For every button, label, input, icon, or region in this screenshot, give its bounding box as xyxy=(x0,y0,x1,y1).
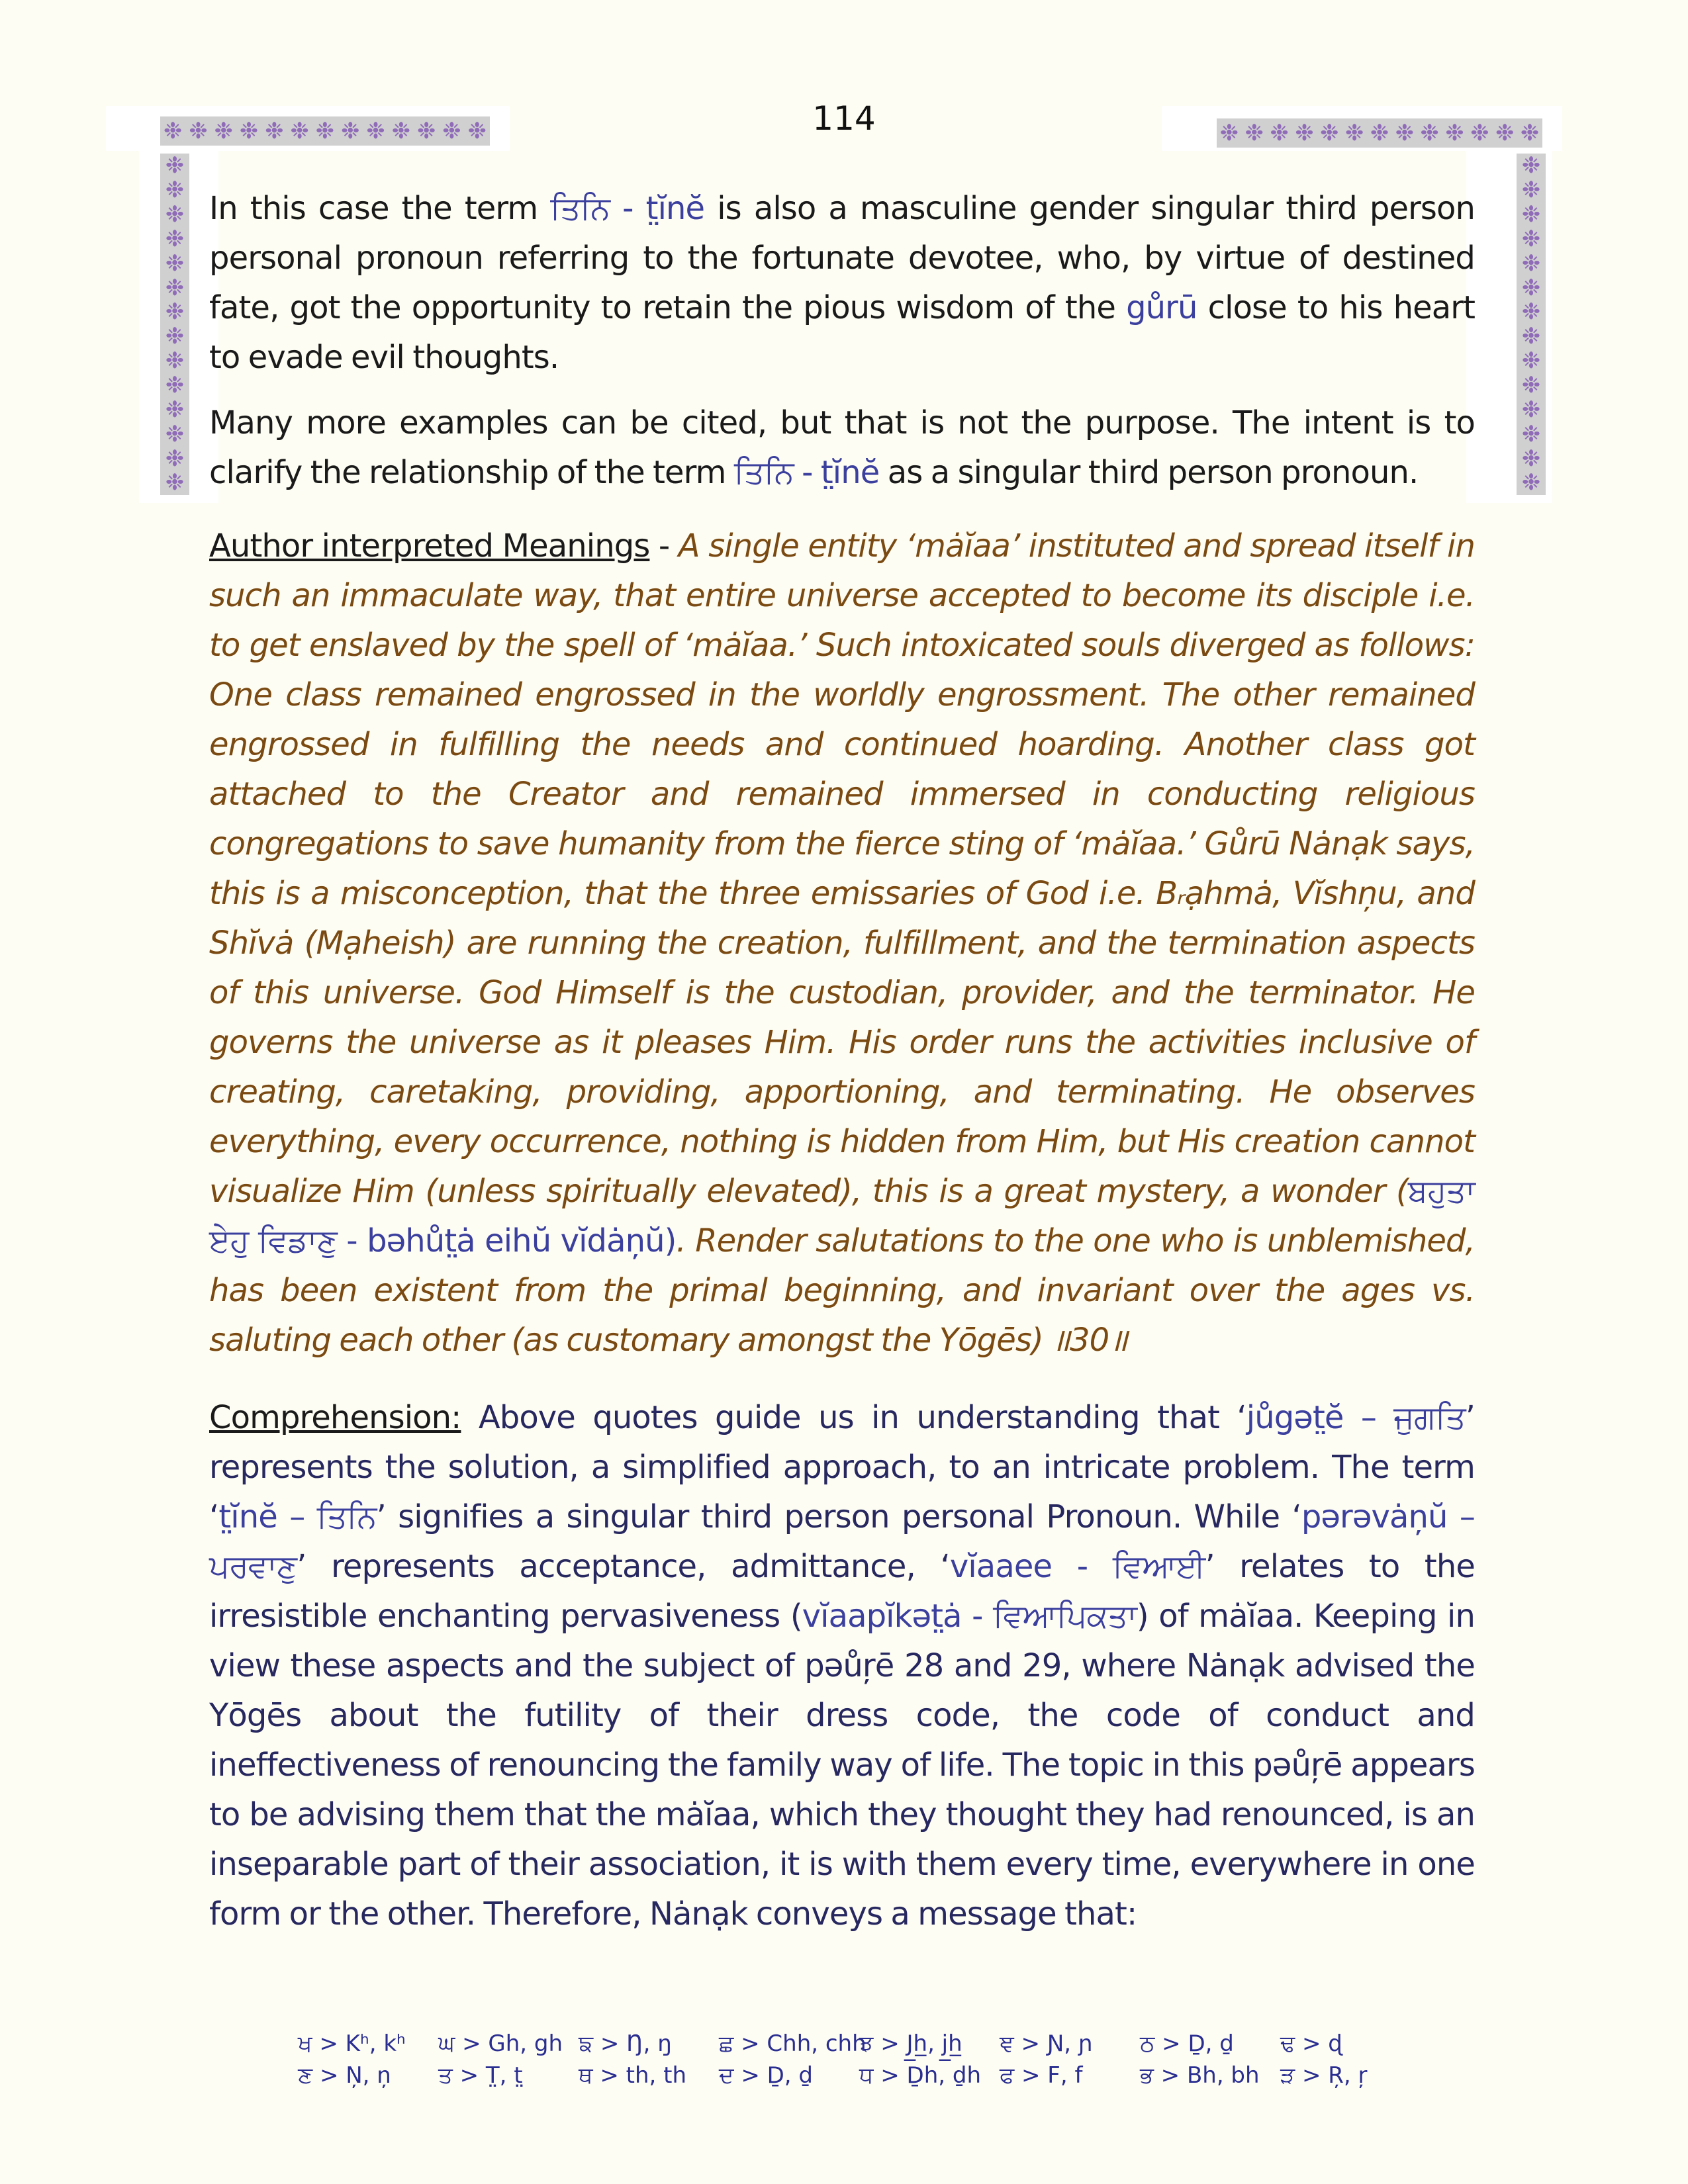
meanings-text: A single entity ‘mȧĭaa’ instituted and spread itself in such an immaculate way, that entire universe accepted to become its disciple i.e. to get enslaved by the spell of ‘mȧĭaa.’ Such intoxicated souls diverged as follows: One class remained engrossed in the worldly engrossment. The other remained engrossed in fulfilling the needs and continued hoarding. Another class got attached to the Creator and remained immersed in conducting religious congregations to save humanity from the fierce sting of ‘mȧĭaa.’ Gůrū Nȧnạk says, this is a misconception, that the three emissaries of God i.e. Bᵣạhmȧ, Vĭshņu, and Shĭvȧ (Mạheish) are running the creation, fulfillment, and the termination aspects of this universe. God Himself is the custodian, provider, and the terminator. He governs the universe as it pleases Him. His order runs the activities inclusive of creating, caretaking, providing, apportioning, and terminating. He observes everything, every occurrence, nothing is hidden from Him, but His creation cannot visualize Him (unless spiritually elevated), this is a great mystery, a wonder ( xyxy=(209,527,1475,1210)
ornament-icon: ❉ xyxy=(163,118,183,144)
ornament-icon: ❉ xyxy=(391,118,411,144)
ornament-icon: ❉ xyxy=(1445,120,1464,146)
legend-entry: ਤ > T̤, t̤ xyxy=(438,2062,523,2089)
ornament-bar-top-right xyxy=(1217,118,1542,148)
ornament-icon: ❉ xyxy=(165,225,185,252)
ornament-bar-left xyxy=(160,154,189,495)
ornament-icon: ❉ xyxy=(1370,120,1389,146)
legend-entry: ਧ > Ḏh, ḏh xyxy=(859,2062,981,2089)
ornament-icon: ❉ xyxy=(239,118,259,144)
text: ’ relates to the irresistible enchanting pervasiveness ( xyxy=(209,1548,1475,1635)
gurmukhi-phrase: ਬਹੁਤਾ ਏਹੁ ਵਿਡਾਣੁ - xyxy=(209,1173,1475,1259)
ornament-icon: ❉ xyxy=(1270,120,1289,146)
transliteration: t̤ĭnĕ xyxy=(645,190,705,227)
transliteration: vĭaaee xyxy=(949,1548,1053,1585)
ornament-icon: ❉ xyxy=(165,420,185,447)
gurmukhi-term: ਤਿਨਿ - xyxy=(733,454,821,491)
comprehension-section xyxy=(209,1393,1475,1939)
meanings-paragraph xyxy=(209,522,1475,1365)
text: ’ represents acceptance, admittance, ‘ xyxy=(297,1548,950,1585)
gurmukhi-term: - ਵਿਆਈ xyxy=(1052,1548,1205,1585)
ornament-icon: ❉ xyxy=(1521,154,1541,179)
legend-entry: ਫ > F, f xyxy=(1000,2062,1083,2089)
ornament-icon: ❉ xyxy=(416,118,436,144)
legend-entry: ਢ > ɖ xyxy=(1280,2030,1342,2057)
ornament-icon: ❉ xyxy=(1219,120,1239,146)
ornament-icon: ❉ xyxy=(1521,225,1541,252)
ornament-icon: ❉ xyxy=(165,298,185,326)
meanings-heading: Author interpreted Meanings xyxy=(209,527,650,565)
transliteration: vĭaapĭkət̤ȧ xyxy=(802,1598,962,1635)
legend-row xyxy=(298,2062,1423,2089)
ornament-icon: ❉ xyxy=(1470,120,1489,146)
ornament-icon: ❉ xyxy=(165,347,185,375)
ornament-icon: ❉ xyxy=(1244,120,1264,146)
ornament-icon: ❉ xyxy=(1295,120,1314,146)
legend-entry: ਥ > th, th xyxy=(579,2062,687,2089)
ornament-icon: ❉ xyxy=(165,250,185,277)
ornament-icon: ❉ xyxy=(1521,323,1541,350)
legend-entry: ਭ > Bh, bh xyxy=(1140,2062,1260,2089)
ornament-icon: ❉ xyxy=(165,274,185,301)
gurmukhi-term: – ਜੁਗਤਿ xyxy=(1343,1399,1466,1436)
ornament-bar-top-left xyxy=(160,116,490,146)
ornament-icon: ❉ xyxy=(189,118,208,144)
legend-entry: ਞ > Ɲ, ɲ xyxy=(1000,2030,1093,2057)
text: is also a masculine gender singular third person personal pronoun referring to the fortunate devotee, who, by virtue of destined fate, got the opportunity to retain the pious wisdom of the xyxy=(209,190,1476,326)
legend-entry: ਘ > Gh, gh xyxy=(438,2030,563,2057)
ornament-icon: ❉ xyxy=(165,323,185,350)
ornament-icon: ❉ xyxy=(165,177,185,204)
ornament-icon: ❉ xyxy=(340,118,360,144)
text: ’ represents the solution, a simplified approach, to an intricate problem. The term ‘ xyxy=(209,1399,1476,1535)
legend-entry: ੜ > Ŗ, ŗ xyxy=(1280,2062,1368,2089)
ornament-icon: ❉ xyxy=(165,372,185,399)
ornament-icon: ❉ xyxy=(1521,177,1541,204)
page-number: 114 xyxy=(812,99,876,138)
legend-entry: ਦ > Ḏ, ḏ xyxy=(719,2062,813,2089)
legend-entry: ਠ > Ḏ, ḏ xyxy=(1140,2030,1234,2057)
transliteration-legend xyxy=(298,2030,1423,2089)
ornament-icon: ❉ xyxy=(165,201,185,228)
ornament-icon: ❉ xyxy=(1395,120,1415,146)
text: In this case the term xyxy=(209,190,551,227)
ornament-icon: ❉ xyxy=(366,118,385,144)
legend-entry: ਝ > J̲h̲, j̲h̲ xyxy=(859,2030,962,2057)
gurmukhi-term: – ਪਰਵਾਣੁ xyxy=(209,1498,1475,1585)
ornament-icon: ❉ xyxy=(290,118,309,144)
text: as a singular third person pronoun. xyxy=(879,454,1419,491)
separator: - xyxy=(649,527,679,565)
ornament-icon: ❉ xyxy=(1521,347,1541,375)
ornament-icon: ❉ xyxy=(1320,120,1339,146)
ornament-icon: ❉ xyxy=(1521,274,1541,301)
meanings-section xyxy=(209,522,1475,1365)
legend-entry: ਖ > Kʰ, kʰ xyxy=(298,2030,406,2057)
ornament-icon: ❉ xyxy=(1521,250,1541,277)
comprehension-heading: Comprehension: xyxy=(209,1399,461,1436)
ornament-icon: ❉ xyxy=(165,396,185,423)
ornament-icon: ❉ xyxy=(1495,120,1515,146)
ornament-icon: ❉ xyxy=(1521,396,1541,423)
ornament-icon: ❉ xyxy=(1521,372,1541,399)
ornament-icon: ❉ xyxy=(1344,120,1364,146)
ornament-icon: ❉ xyxy=(265,118,284,144)
transliteration: bəhůt̤ȧ eihŭ vĭdȧņŭ) xyxy=(367,1222,677,1259)
ornament-icon: ❉ xyxy=(1521,420,1541,447)
ornament-icon: ❉ xyxy=(165,154,185,179)
transliteration: t̤ĭnĕ xyxy=(218,1498,277,1535)
box-paragraph-1 xyxy=(209,184,1475,383)
ornament-icon: ❉ xyxy=(1521,298,1541,326)
ornament-icon: ❉ xyxy=(1520,120,1540,146)
ornament-icon: ❉ xyxy=(442,118,461,144)
transliteration: jůgət̤ĕ xyxy=(1246,1399,1344,1436)
legend-entry: ਣ > Ņ, ņ xyxy=(298,2062,391,2089)
ornament-icon: ❉ xyxy=(467,118,487,144)
legend-row xyxy=(298,2030,1423,2057)
boxed-section xyxy=(209,184,1475,498)
ornament-icon: ❉ xyxy=(165,469,185,495)
legend-entry: ਙ > Ŋ, ŋ xyxy=(579,2030,672,2057)
box-paragraph-2 xyxy=(209,398,1475,498)
legend-entry: ਛ > Chh, chh xyxy=(719,2030,867,2057)
ornament-icon: ❉ xyxy=(315,118,335,144)
transliteration: gůrū xyxy=(1126,289,1197,326)
ornament-icon: ❉ xyxy=(165,445,185,472)
ornament-bar-right xyxy=(1517,154,1546,495)
ornament-icon: ❉ xyxy=(1521,201,1541,228)
text: ) of mȧĭaa. Keeping in view these aspects and the subject of pəůŗē 28 and 29, where Nȧnạk advised the Yōgēs about the futility of their dress code, the code of conduct and ineffectiveness of renouncing the family way of life. The topic in this pəůŗē appears to be advising them that the mȧĭaa, which they thought they had renounced, is an inseparable part of their association, it is with them every time, everywhere in one form or the other. Therefore, Nȧnạk conveys a message that: xyxy=(209,1598,1475,1933)
transliteration: t̤ĭnĕ xyxy=(820,454,880,491)
transliteration: pərəvȧņŭ xyxy=(1301,1498,1448,1535)
ornament-icon: ❉ xyxy=(1521,445,1541,472)
ornament-icon: ❉ xyxy=(1521,469,1541,495)
comprehension-paragraph xyxy=(209,1393,1475,1939)
text: Above quotes guide us in understanding that ‘ xyxy=(461,1399,1246,1436)
text: Many more examples can be cited, but that is not the purpose. The intent is to clarify the relationship of the term xyxy=(209,404,1475,491)
gurmukhi-term: ਤਿਨਿ - xyxy=(550,190,646,227)
text: ’ signifies a singular third person personal Pronoun. While ‘ xyxy=(376,1498,1301,1535)
gurmukhi-term: – ਤਿਨਿ xyxy=(277,1498,377,1535)
ornament-icon: ❉ xyxy=(214,118,233,144)
ornament-icon: ❉ xyxy=(1420,120,1439,146)
gurmukhi-term: - ਵਿਆਪਿਕਤਾ xyxy=(961,1598,1137,1635)
text: close to his heart to evade evil thoughts. xyxy=(209,289,1475,376)
meanings-text: . Render salutations to the one who is unblemished, has been existent from the primal beginning, and invariant over the ages vs. saluting each other (as customary amongst the Yōgēs) ॥30॥ xyxy=(209,1222,1475,1359)
